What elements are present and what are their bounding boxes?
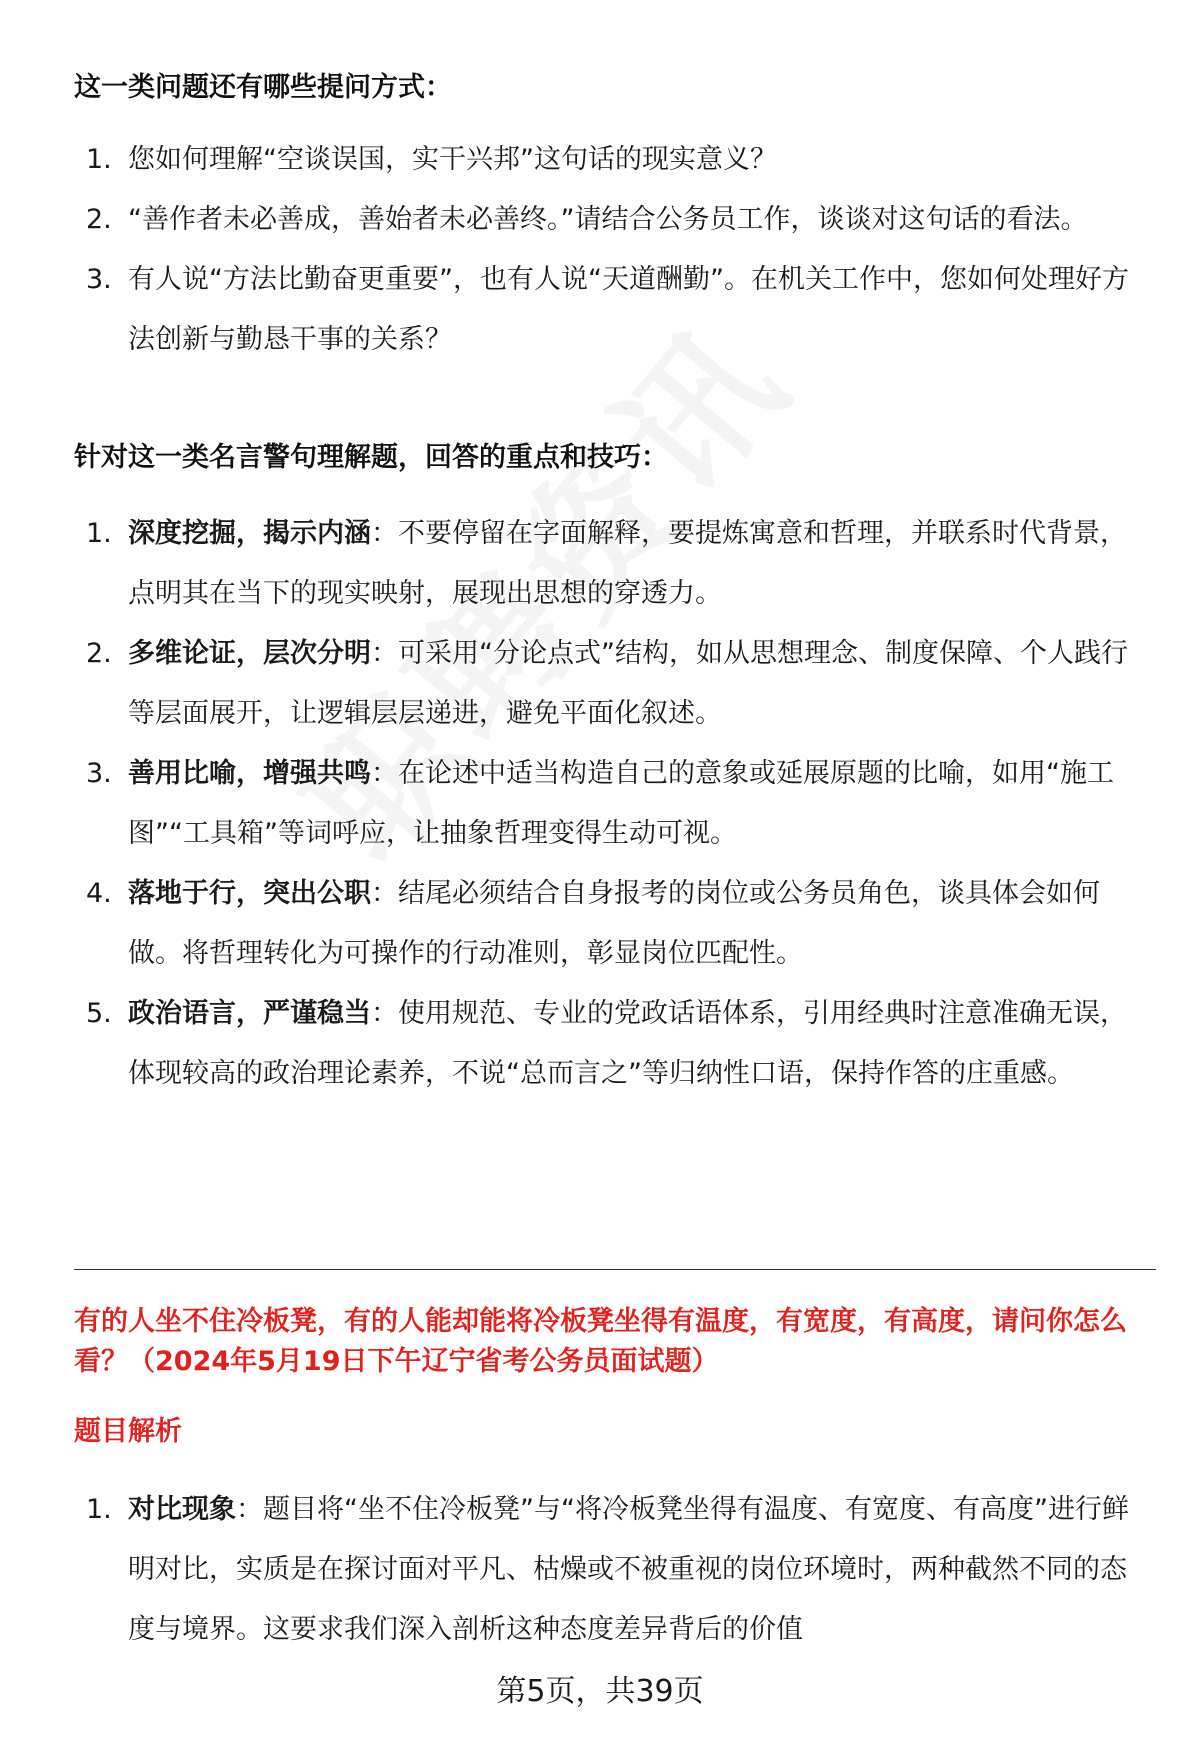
analysis-heading: 题目解析 — [74, 1416, 182, 1447]
list-item: 1. 深度挖掘，揭示内涵：不要停留在字面解释，要提炼寓意和哲理，并联系时代背景，点明其在当下的现实映射，展现出思想的穿透力。 — [86, 518, 1127, 609]
list-item: 3. 有人说“方法比勤奋更重要”，也有人说“天道酬勤”。在机关工作中，您如何处理好方法创新与勤恳干事的关系？ — [86, 264, 1129, 355]
page-number: 第5页，共39页 — [496, 1674, 704, 1709]
list-item: 2. 多维论证，层次分明：可采用“分论点式”结构，如从思想理念、制度保障、个人践行等层面展开，让逻辑层层递进，避免平面化叙述。 — [86, 638, 1128, 729]
list-item: 5. 政治语言，严谨稳当：使用规范、专业的党政话语体系，引用经典时注意准确无误，体现较高的政治理论素养，不说“总而言之”等归纳性口语，保持作答的庄重感。 — [86, 998, 1127, 1089]
section-heading-question-forms: 这一类问题还有哪些提问方式： — [74, 72, 452, 103]
list-item: 4. 落地于行，突出公职：结尾必须结合自身报考的岗位或公务员角色，谈具体会如何做。将哲理转化为可操作的行动准则，彰显岗位匹配性。 — [86, 878, 1100, 969]
question-forms-list — [74, 130, 1144, 370]
list-item: 1. 您如何理解“空谈误国，实干兴邦”这句话的现实意义？ — [86, 144, 777, 175]
list-item: 1. 对比现象：题目将“坐不住冷板凳”与“将冷板凳坐得有温度、有宽度、有高度”进行鲜明对比，实质是在探讨面对平凡、枯燥或不被重视的岗位环境时，两种截然不同的态度与境界。这要求我们深入剖析这种态度差异背后的价值 — [86, 1494, 1129, 1645]
tips-list — [74, 504, 1144, 1104]
question-title: 有的人坐不住冷板凳，有的人能却能将冷板凳坐得有温度，有宽度，有高度，请问你怎么看？（2024年5月19日下午辽宁省考公务员面试题） — [74, 1306, 1127, 1377]
analysis-list — [74, 1480, 1144, 1660]
section-heading-tips: 针对这一类名言警句理解题，回答的重点和技巧： — [74, 442, 668, 473]
section-divider — [74, 1269, 1156, 1270]
list-item: 2. “善作者未必善成，善始者未必善终。”请结合公务员工作，谈谈对这句话的看法。 — [86, 204, 1088, 235]
list-item: 3. 善用比喻，增强共鸣：在论述中适当构造自己的意象或延展原题的比喻，如用“施工图”“工具箱”等词呼应，让抽象哲理变得生动可视。 — [86, 758, 1114, 849]
